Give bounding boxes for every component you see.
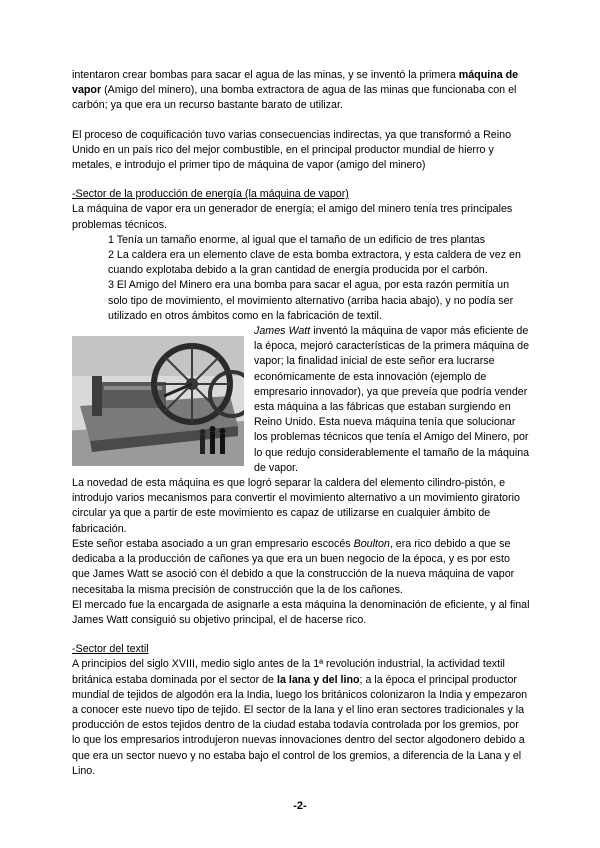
energy-intro: La máquina de vapor era un generador de energía; el amigo del minero tenía tres principales problemas técnicos. <box>72 203 513 231</box>
problem-item: 1 Tenía un tamaño enorme, al igual que el tamaño de un edificio de tres plantas <box>108 233 486 246</box>
boulton-paragraph: Este señor estaba asociado a un gran empresario escocés Boulton, era rico debido a que se dedicaba a la producción de cañones ya que era un buen negocio de la época, y es por esto que James Watt se asoció con él debido a que la construcción de la nueva máquina de vapor necesitaba la misma precisión de construcción que la de los cañones. <box>72 537 515 596</box>
mercado-paragraph: El mercado fue la encargada de asignarle a esta máquina la denominación de eficiente, y al final James Watt consiguió su objetivo principal, el de hacerse rico. <box>72 598 530 626</box>
coquificacion-paragraph: El proceso de coquificación tuvo varias consecuencias indirectas, ya que transformó a Reino Unido en un país rico del mejor combustible, en el principal productor mundial de hierro y metales, e introdujo el primer tipo de máquina de vapor (amigo del minero) <box>72 128 512 172</box>
watt-paragraph: James Watt inventó la máquina de vapor más eficiente de la época, mejoró características de la primera máquina de vapor; la finalidad inicial de este señor era lucrarse económicamente de esta innovación (ejemplo de empresario innovador), ya que preveía que podría vender esta máquina a las fábricas que estaban surgiendo en Reino Unido. Esta nueva máquina tenía que solucionar los problemas técnicos que tenía el Amigo del Minero, por lo que redujo considerablemente el tamaño de la máquina de vapor. <box>254 325 530 474</box>
steam-engine-illustration <box>72 336 244 466</box>
steam-engine-term: máquina de vapor <box>72 69 519 97</box>
problem-item: 3 El Amigo del Minero era una bomba para sacar el agua, por esta razón permitía un solo tipo de movimiento, el movimiento alternativo (arriba hacia abajo), y no podía ser utilizado en otros ámbitos como en la fabricación de textil. <box>108 279 514 322</box>
document-page <box>72 68 530 779</box>
page-number: -2- <box>293 800 307 812</box>
intro-paragraph: intentaron crear bombas para sacar el agua de las minas, y se inventó la primera máquina de vapor (Amigo del minero), una bomba extractora de agua de las minas que funcionaba con el carbón; ya que era un recurso bastante barato de utilizar. <box>72 69 519 112</box>
novedad-paragraph: La novedad de esta máquina es que logró separar la caldera del elemento cilindro-pistón, e introdujo varios mecanismos para convertir el movimiento alternativo a un movimiento giratorio circular ya que a partir de este movimiento es capaz de utilizarse en cualquier ámbito de fabricación. <box>72 477 520 535</box>
watt-figure-block <box>72 324 530 476</box>
textile-section-heading: -Sector del textil <box>72 643 149 656</box>
watt-name: James Watt <box>254 325 311 338</box>
boulton-name: Boulton <box>353 537 390 550</box>
wool-linen-term: la lana y del lino <box>276 673 360 686</box>
textile-paragraph: A principios del siglo XVIII, medio siglo antes de la 1ª revolución industrial, la actividad textil británica estaba dominada por el sector de la lana y del lino; a la época el principal productor mundial de tejidos de algodón era la India, luego los británicos colonizaron la India y empezaron a conocer este nuevo tipo de tejido. El sector de la lana y el lino eran sectores tradicionales y la producción de estos tejidos dentro de la ciudad estaba todavía controlada por los gremios, por lo que los empresarios introdujeron nuevas innovaciones dentro del sector algodonero debido a que era un sector nuevo y no estaba bajo el control de los gremios, a diferencia de la Lana y el Lino. <box>72 658 528 777</box>
energy-section-heading: -Sector de la producción de energía (la máquina de vapor) <box>72 188 349 201</box>
problem-item: 2 La caldera era un elemento clave de esta bomba extractora, y esta caldera de vez en cuando explotaba debido a la gran cantidad de energía producida por el carbón. <box>108 249 521 277</box>
